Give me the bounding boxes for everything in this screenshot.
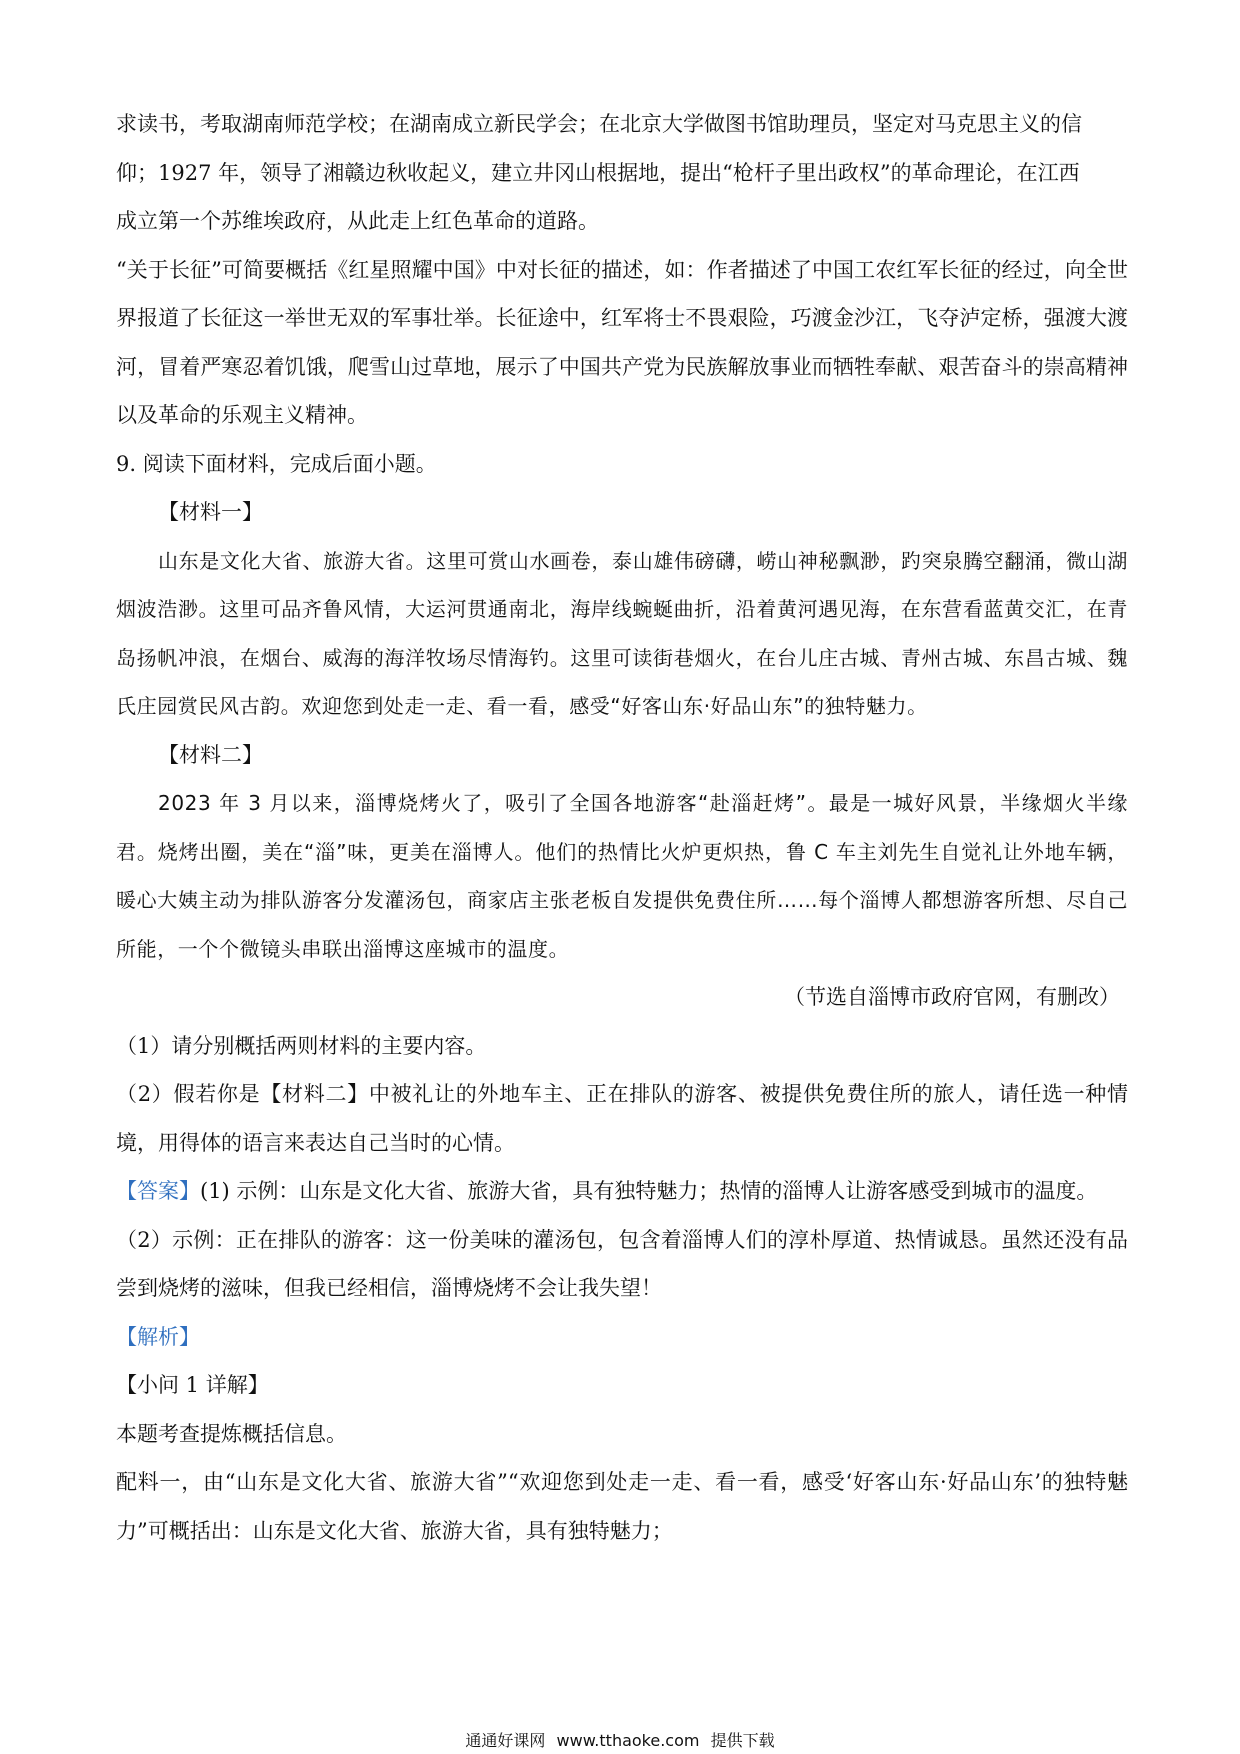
analysis-tag: 【解析】 <box>116 1324 200 1349</box>
long-march-paragraph: “关于长征”可简要概括《红星照耀中国》中对长征的描述，如：作者描述了中国工农红军长征的经过，向全世界报道了长征这一举世无双的军事壮举。长征途中，红军将士不畏艰险，巧渡金沙江，飞夺泸定桥，强渡大渡河，冒着严寒忍着饥饿，爬雪山过草地，展示了中国共产党为民族解放事业而牺牲奉献、艰苦奋斗的崇高精神以及革命的乐观主义精神。 <box>116 257 1128 427</box>
answer-tag: 【答案】 <box>116 1179 200 1203</box>
material-2-text: 2023 年 3 月以来，淄博烧烤火了，吸引了全国各地游客“赴淄赶烤”。最是一城好风景，半缘烟火半缘君。烧烤出圈，美在“淄”味，更美在淄博人。他们的热情比火炉更炽热，鲁 C 车主刘先生自觉礼让外地车辆，暖心大姨主动为排队游客分发灌汤包，商家店主张老板自发提供免费住所……每个淄博人都想游客所想、尽自己所能，一个个微镜头串联出淄博这座城市的温度。 <box>116 791 1128 961</box>
sub-question-2: （2）假若你是【材料二】中被礼让的外地车主、正在排队的游客、被提供免费住所的旅人，请任选一种情境，用得体的语言来表达自己当时的心情。 <box>116 1082 1128 1155</box>
material-source: （节选自淄博市政府官网，有删改） <box>784 985 1120 1009</box>
footer-url-link[interactable]: www.tthaoke.com <box>556 1731 700 1750</box>
question-9-stem: 9. 阅读下面材料，完成后面小题。 <box>116 451 437 476</box>
material-1-text: 山东是文化大省、旅游大省。这里可赏山水画卷，泰山雄伟磅礴，崂山神秘飘渺，趵突泉腾空翻涌，微山湖烟波浩渺。这里可品齐鲁风情，大运河贯通南北，海岸线蜿蜒曲折，沿着黄河遇见海，在东营看蓝黄交汇，在青岛扬帆冲浪，在烟台、威海的海洋牧场尽情海钓。这里可读街巷烟火，在台儿庄古城、青州古城、东昌古城、魏氏庄园赏民风古韵。欢迎您到处走一走、看一看，感受“好客山东·好品山东”的独特魅力。 <box>116 548 1128 718</box>
analysis-detail: 配料一，由“山东是文化大省、旅游大省”“欢迎您到处走一走、看一看，感受‘好客山东·好品山东’的独特魅力”可概括出：山东是文化大省、旅游大省，具有独特魅力； <box>116 1470 1128 1543</box>
material-2-title: 【材料二】 <box>158 742 263 767</box>
page-content <box>116 100 1128 1555</box>
continuation-line-3: 成立第一个苏维埃政府，从此走上红色革命的道路。 <box>116 209 599 233</box>
continuation-line-2: 仰；1927 年，领导了湘赣边秋收起义，建立井冈山根据地，提出“枪杆子里出政权”的革命理论，在江西 <box>116 160 1080 185</box>
footer-suffix: 提供下载 <box>710 1731 775 1750</box>
continuation-line-1: 求读书，考取湖南师范学校；在湖南成立新民学会；在北京大学做图书馆助理员，坚定对马克思主义的信 <box>116 112 1082 136</box>
sub-question-1: （1）请分别概括两则材料的主要内容。 <box>116 1033 487 1058</box>
analysis-sub-title: 【小问 1 详解】 <box>116 1373 269 1397</box>
analysis-intro: 本题考查提炼概括信息。 <box>116 1421 347 1446</box>
answer-part-1 <box>116 1167 1128 1216</box>
answer-part-2: （2）示例：正在排队的游客：这一份美味的灌汤包，包含着淄博人们的淳朴厚道、热情诚恳。虽然还没有品尝到烧烤的滋味，但我已经相信，淄博烧烤不会让我失望！ <box>116 1227 1128 1300</box>
material-1-title: 【材料一】 <box>158 500 263 524</box>
page-footer <box>0 1728 1240 1751</box>
answer-part-1-text: (1) 示例：山东是文化大省、旅游大省，具有独特魅力；热情的淄博人让游客感受到城市的温度。 <box>200 1179 1098 1203</box>
footer-site-name: 通通好课网 <box>465 1731 546 1750</box>
